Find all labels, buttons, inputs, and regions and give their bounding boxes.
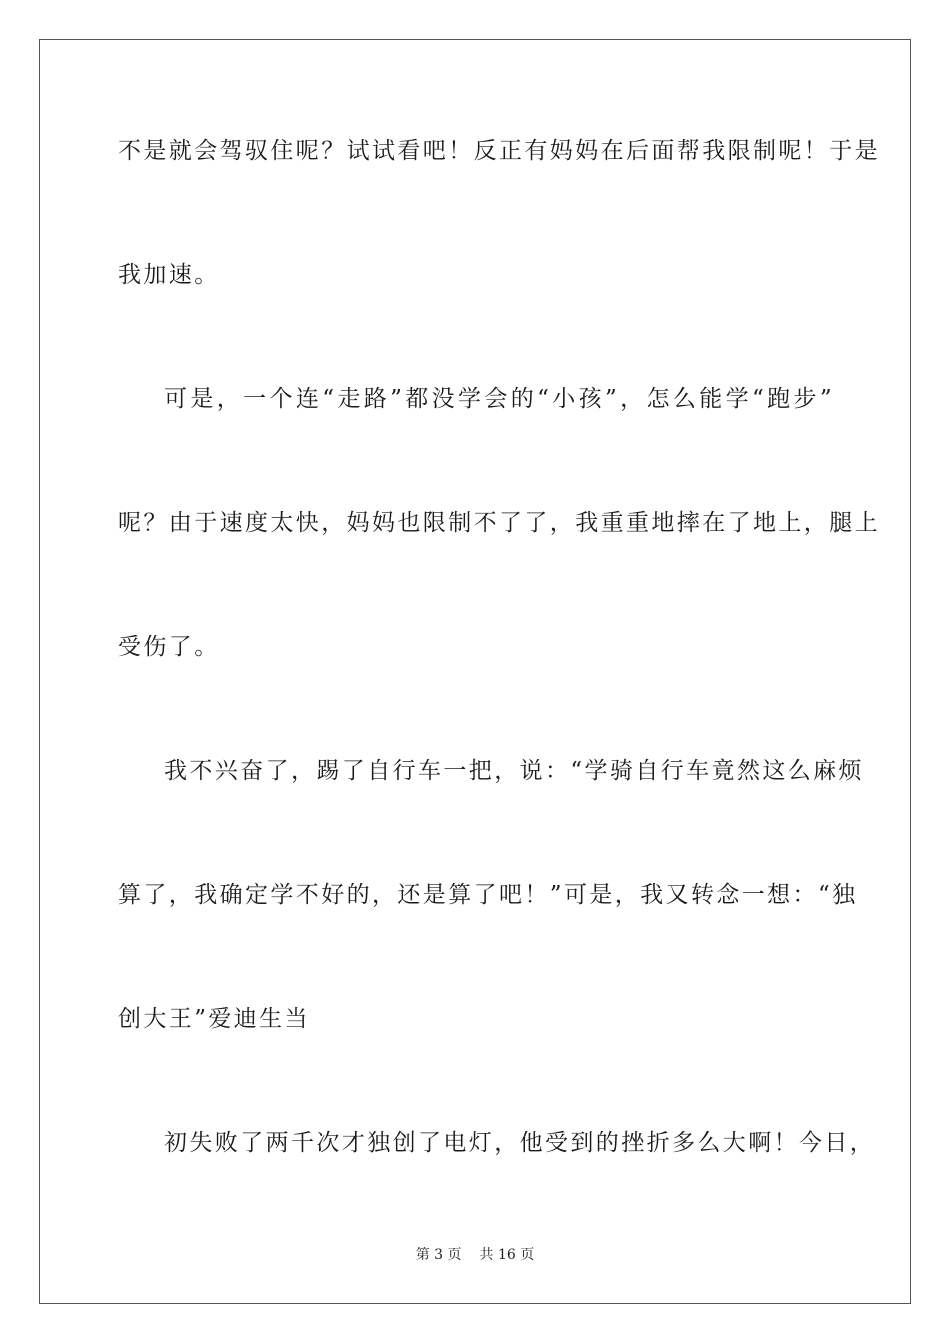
text-line-1: 不是就会驾驭住呢？试试看吧！反正有妈妈在后面帮我限制呢！于是 (118, 138, 880, 164)
paragraph-start-line-6: 我不兴奋了，踢了自行车一把，说：“学骑自行车竟然这么麻烦 (164, 758, 864, 784)
text-line-5: 受伤了。 (118, 634, 220, 660)
text-line-2: 我加速。 (118, 262, 220, 288)
paragraph-start-line-3: 可是，一个连“走路”都没学会的“小孩”，怎么能学“跑步” (164, 386, 834, 412)
text-line-8: 创大王”爱迪生当 (118, 1006, 310, 1032)
paragraph-start-line-9: 初失败了两千次才独创了电灯，他受到的挫折多么大啊！今日， (164, 1130, 876, 1156)
total-pages: 共 16 页 (479, 1247, 535, 1263)
page-border (39, 39, 911, 1304)
text-line-4: 呢？由于速度太快，妈妈也限制不了了，我重重地摔在了地上，腿上 (118, 510, 880, 536)
text-line-7: 算了，我确定学不好的，还是算了吧！”可是，我又转念一想：“独 (118, 882, 858, 908)
page-footer (0, 1246, 950, 1264)
page-number: 第 3 页 (415, 1247, 462, 1263)
